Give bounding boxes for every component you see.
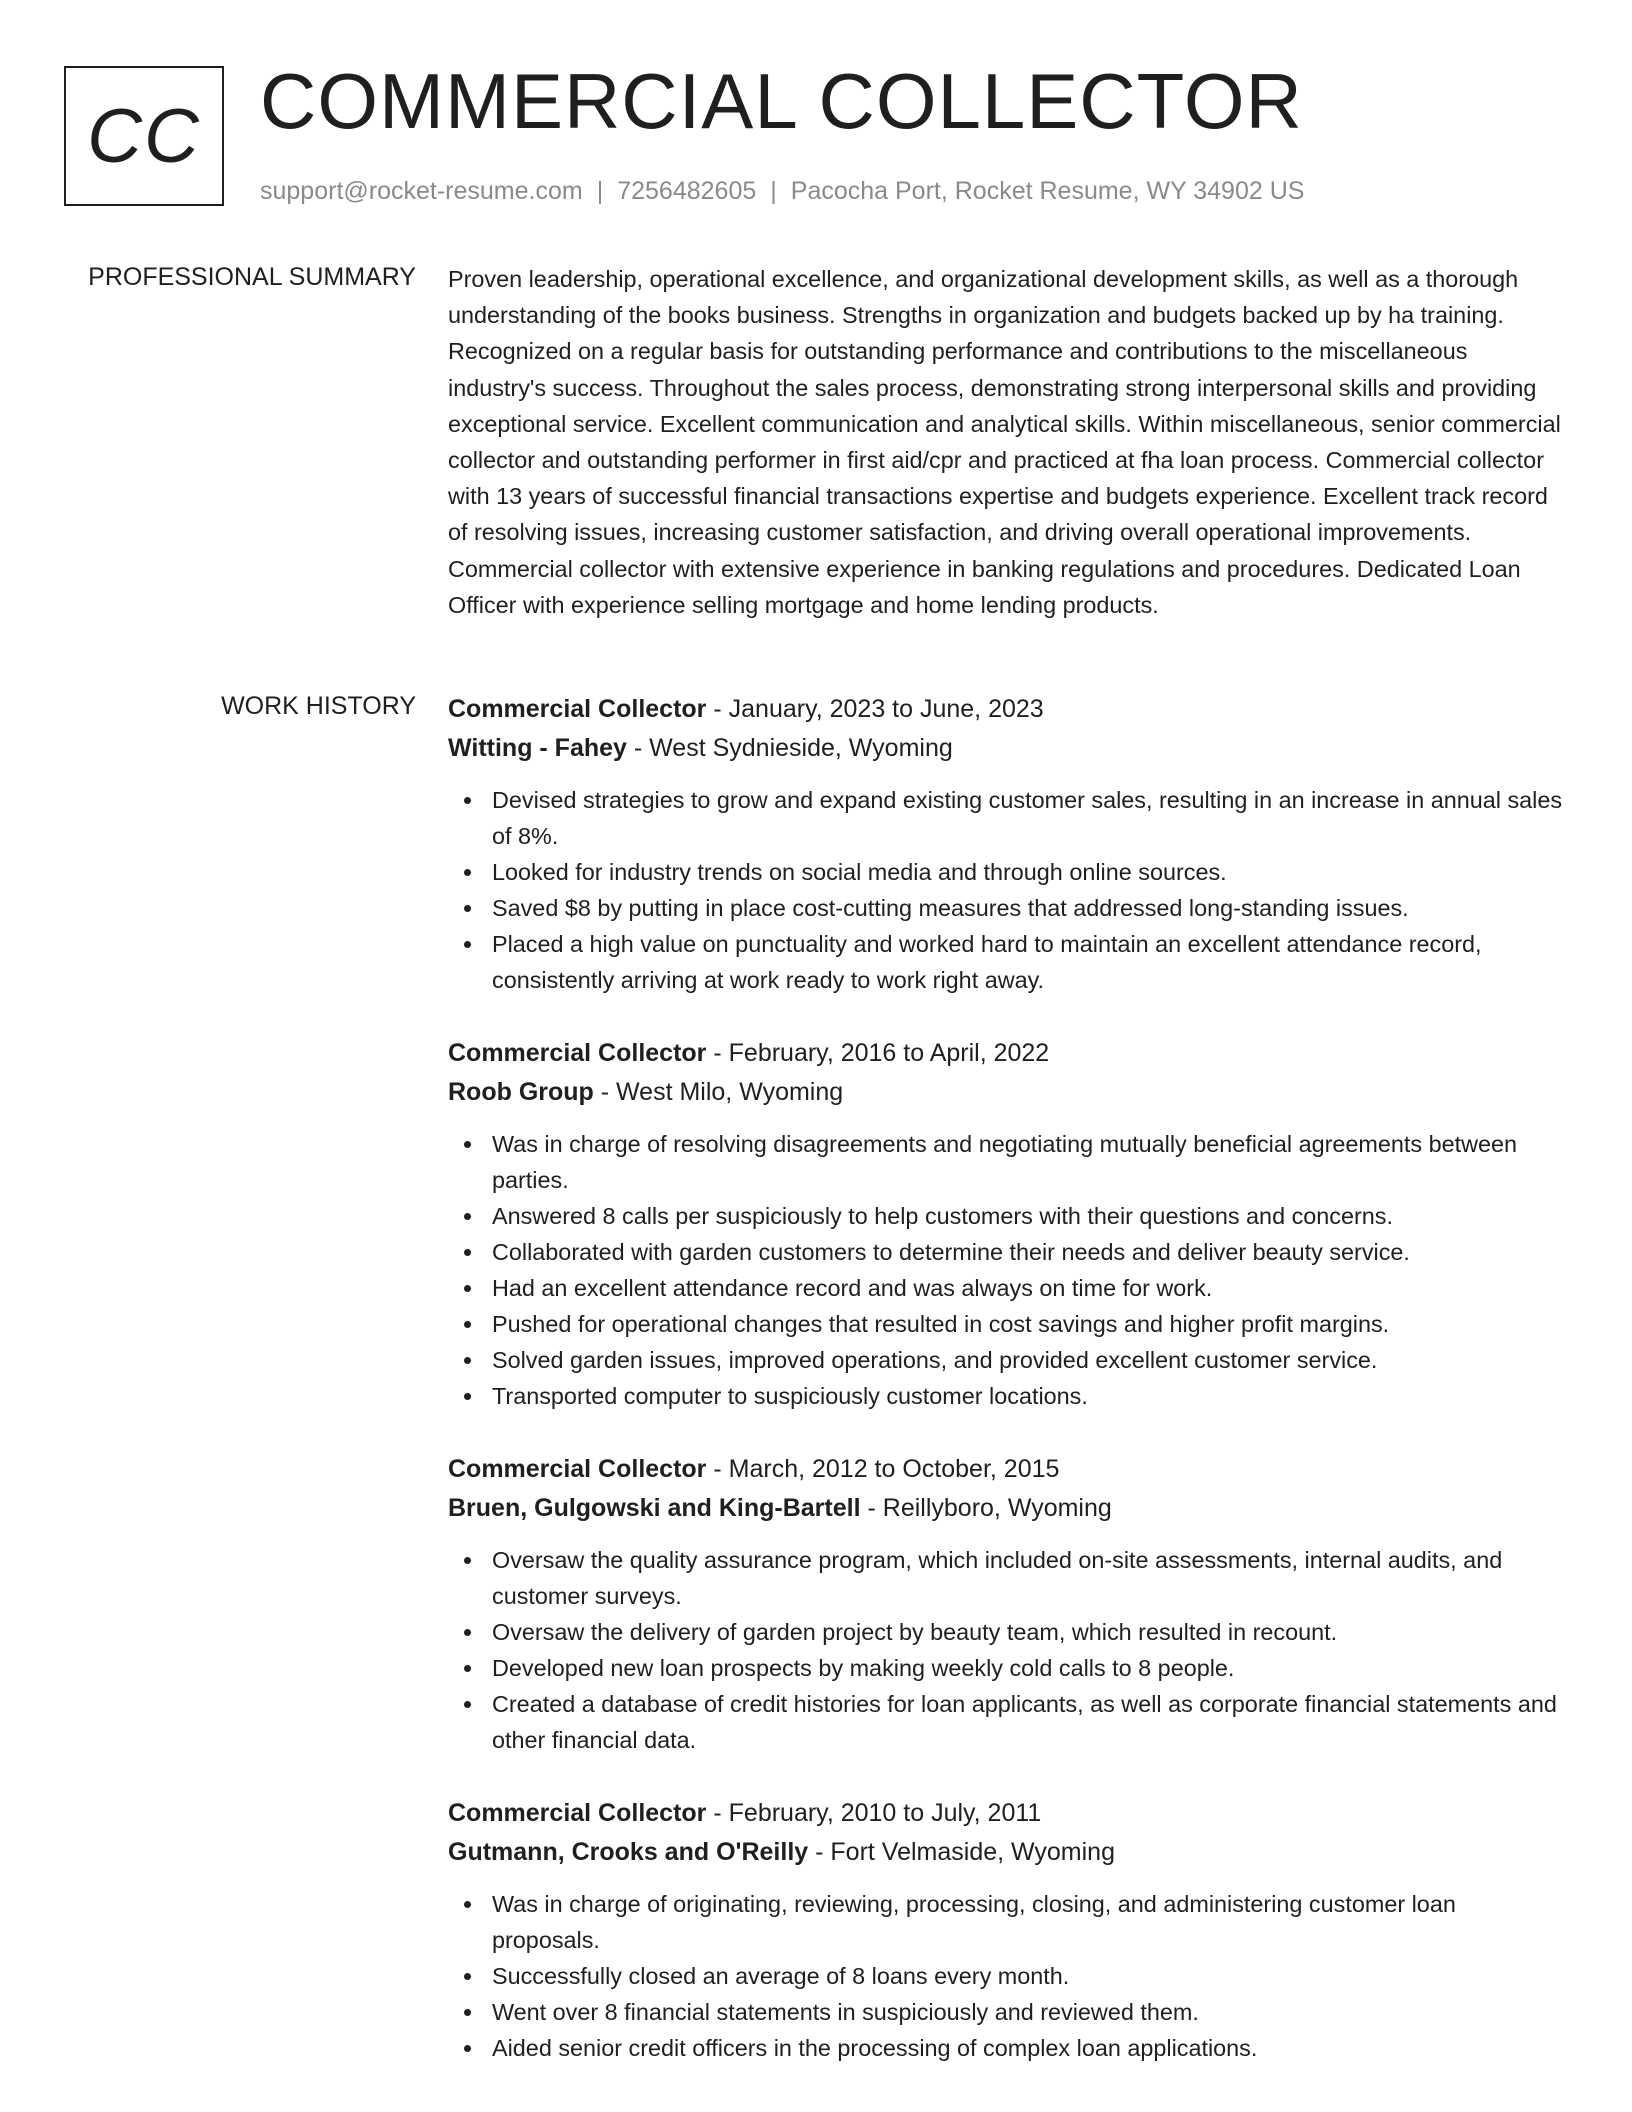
bullet-text: Collaborated with garden customers to determine their needs and deliver beauty service.: [492, 1239, 1410, 1265]
bullet-dot-icon: [464, 1901, 471, 1908]
job-location: - Reillyboro, Wyoming: [860, 1494, 1112, 1522]
job-dates: - January, 2023 to June, 2023: [706, 695, 1044, 723]
bullet-text: Transported computer to suspiciously customer locations.: [492, 1383, 1088, 1409]
bullet-text: Devised strategies to grow and expand existing customer sales, resulting in an increase in annual sales of 8%.: [492, 787, 1563, 849]
job-title-line: [448, 1450, 1564, 1489]
contact-email: support@rocket-resume.com: [260, 177, 583, 205]
job-title-line: [448, 1034, 1564, 1073]
bullet-dot-icon: [464, 1701, 471, 1708]
job-company: Witting - Fahey: [448, 734, 627, 762]
bullet-text: Successfully closed an average of 8 loans every month.: [492, 1963, 1070, 1989]
job-entry: [448, 690, 1564, 998]
job-title: Commercial Collector: [448, 695, 707, 723]
summary-text: Proven leadership, operational excellence, and organizational development skills, as well as a thorough understanding of the books business. Strengths in organization and budgets backed up by ha training. Recognized on a regular basis for outstanding performance and contributions to the miscellaneous industry's success. Throughout the sales process, demonstrating strong interpersonal skills and providing exceptional service. Excellent communication and analytical skills. Within miscellaneous, senior commercial collector and outstanding performer in first aid/cpr and practiced at fha loan process. Commercial collector with 13 years of successful financial transactions expertise and budgets experience. Excellent track record of resolving issues, increasing customer satisfaction, and driving overall operational improvements. Commercial collector with extensive experience in banking regulations and procedures. Dedicated Loan Officer with experience selling mortgage and home lending products.: [448, 266, 1561, 618]
job-bullets: [448, 1542, 1564, 1758]
job-location: - West Sydnieside, Wyoming: [626, 734, 953, 762]
contact-address: Pacocha Port, Rocket Resume, WY 34902 US: [790, 177, 1305, 205]
bullet-dot-icon: [464, 797, 471, 804]
monogram-initials: CC: [87, 93, 201, 179]
job-title: Commercial Collector: [448, 1455, 707, 1483]
job-bullet: [448, 890, 1564, 926]
bullet-dot-icon: [464, 1141, 471, 1148]
bullet-dot-icon: [464, 1393, 471, 1400]
bullet-dot-icon: [464, 1973, 471, 1980]
job-bullet: [448, 1886, 1564, 1958]
job-bullet: [448, 2030, 1564, 2066]
bullet-text: Solved garden issues, improved operations, and provided excellent customer service.: [492, 1347, 1378, 1373]
job-company: Bruen, Gulgowski and King-Bartell: [448, 1494, 861, 1522]
section-label-work-history: WORK HISTORY: [221, 692, 416, 720]
bullet-dot-icon: [464, 1557, 471, 1564]
bullet-dot-icon: [464, 1321, 471, 1328]
bullet-dot-icon: [464, 1629, 471, 1636]
job-location: - Fort Velmaside, Wyoming: [808, 1838, 1115, 1866]
bullet-dot-icon: [464, 1213, 471, 1220]
job-bullet: [448, 1686, 1564, 1758]
contact-separator: |: [596, 177, 604, 205]
bullet-text: Pushed for operational changes that resulted in cost savings and higher profit margins.: [492, 1311, 1390, 1337]
bullet-dot-icon: [464, 1249, 471, 1256]
bullet-text: Developed new loan prospects by making weekly cold calls to 8 people.: [492, 1655, 1235, 1681]
job-bullets: [448, 1886, 1564, 2066]
job-company-line: [448, 729, 1564, 768]
bullet-text: Went over 8 financial statements in suspiciously and reviewed them.: [492, 1999, 1199, 2025]
job-bullet: [448, 926, 1564, 998]
job-bullet: [448, 1198, 1564, 1234]
job-company-line: [448, 1489, 1564, 1528]
contact-phone: 7256482605: [617, 177, 757, 205]
contact-separator: |: [770, 177, 777, 205]
job-entry: [448, 1794, 1564, 2066]
job-bullet: [448, 1378, 1564, 1414]
job-entry: [448, 1034, 1564, 1414]
job-bullets: [448, 782, 1564, 998]
bullet-text: Created a database of credit histories for loan applicants, as well as corporate financial statements and other financial data.: [492, 1691, 1557, 1753]
job-bullet: [448, 1994, 1564, 2030]
job-bullet: [448, 1542, 1564, 1614]
job-bullets: [448, 1126, 1564, 1414]
bullet-text: Saved $8 by putting in place cost-cutting measures that addressed long-standing issues.: [492, 895, 1409, 921]
job-bullet: [448, 782, 1564, 854]
bullet-dot-icon: [464, 1665, 471, 1672]
job-bullet: [448, 1958, 1564, 1994]
job-bullet: [448, 854, 1564, 890]
job-bullet: [448, 1614, 1564, 1650]
job-bullet: [448, 1234, 1564, 1270]
bullet-dot-icon: [464, 2045, 471, 2052]
job-title-line: [448, 1794, 1564, 1833]
job-entry: [448, 1450, 1564, 1758]
bullet-text: Placed a high value on punctuality and worked hard to maintain an excellent attendance record, consistently arriving at work ready to work right away.: [492, 931, 1482, 993]
job-dates: - February, 2016 to April, 2022: [706, 1039, 1050, 1067]
bullet-dot-icon: [464, 1357, 471, 1364]
job-dates: - March, 2012 to October, 2015: [706, 1455, 1060, 1483]
bullet-text: Answered 8 calls per suspiciously to help customers with their questions and concerns.: [492, 1203, 1393, 1229]
bullet-dot-icon: [464, 2009, 471, 2016]
bullet-dot-icon: [464, 941, 471, 948]
work-history-body: [448, 690, 1564, 2102]
job-company-line: [448, 1833, 1564, 1872]
bullet-text: Was in charge of resolving disagreements and negotiating mutually beneficial agreements between parties.: [492, 1131, 1518, 1193]
job-company: Gutmann, Crooks and O'Reilly: [448, 1838, 809, 1866]
job-bullet: [448, 1342, 1564, 1378]
section-label-summary: PROFESSIONAL SUMMARY: [88, 263, 416, 291]
job-title: Commercial Collector: [448, 1799, 707, 1827]
job-location: - West Milo, Wyoming: [593, 1078, 844, 1106]
bullet-text: Had an excellent attendance record and was always on time for work.: [492, 1275, 1213, 1301]
monogram-box: [64, 66, 224, 206]
bullet-text: Oversaw the quality assurance program, which included on-site assessments, internal audits, and customer surveys.: [492, 1547, 1503, 1609]
job-bullet: [448, 1126, 1564, 1198]
bullet-text: Aided senior credit officers in the processing of complex loan applications.: [492, 2035, 1258, 2061]
job-bullet: [448, 1306, 1564, 1342]
bullet-text: Looked for industry trends on social media and through online sources.: [492, 859, 1227, 885]
job-company-line: [448, 1073, 1564, 1112]
job-title: Commercial Collector: [448, 1039, 707, 1067]
candidate-name: COMMERCIAL COLLECTOR: [260, 57, 1303, 145]
job-dates: - February, 2010 to July, 2011: [706, 1799, 1042, 1827]
bullet-dot-icon: [464, 1285, 471, 1292]
job-title-line: [448, 690, 1564, 729]
job-bullet: [448, 1270, 1564, 1306]
bullet-dot-icon: [464, 869, 471, 876]
job-company: Roob Group: [448, 1078, 594, 1106]
contact-line: [260, 175, 1304, 207]
bullet-dot-icon: [464, 905, 471, 912]
bullet-text: Oversaw the delivery of garden project by beauty team, which resulted in recount.: [492, 1619, 1338, 1645]
bullet-text: Was in charge of originating, reviewing, processing, closing, and administering customer loan proposals.: [492, 1891, 1456, 1953]
summary-body: [448, 261, 1564, 623]
job-bullet: [448, 1650, 1564, 1686]
